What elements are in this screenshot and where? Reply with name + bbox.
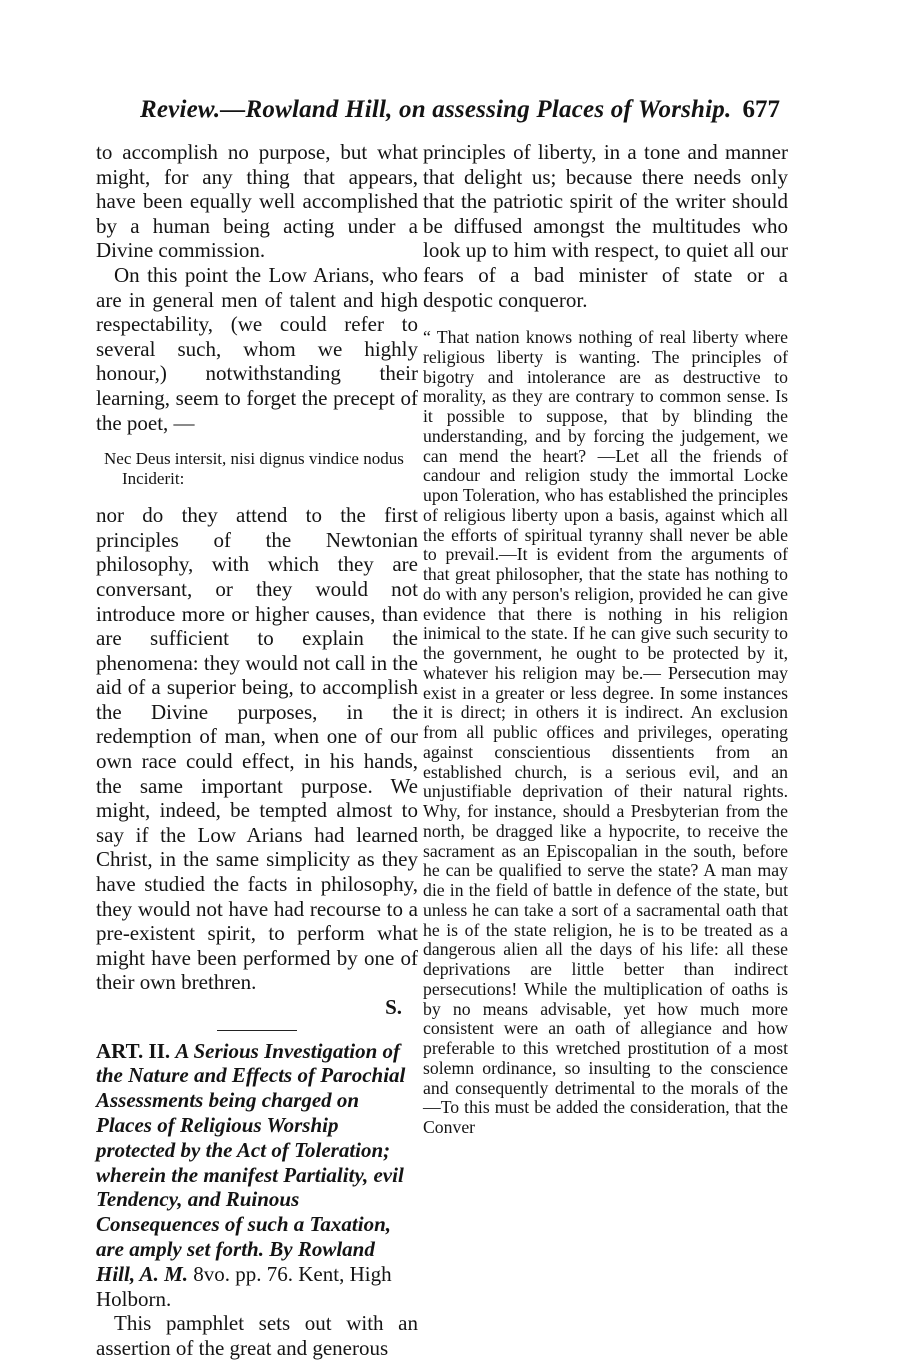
left-paragraph-2: On this point the Low Arians, who are in general men of talent and high respectability, (we could refer to several such, whom we highly honour,) notwithstanding their learning, seem to forget the precept of the poet, — <box>96 262 418 435</box>
running-head-title: Review.—Rowland Hill, on assessing Places of Worship. <box>140 96 732 123</box>
page-number: 677 <box>742 96 780 123</box>
article-details: 8vo. pp. 76. Kent, High Holborn. <box>96 1261 392 1311</box>
left-paragraph-1: to accomplish no purpose, but what might, for any thing that appears, have been equally well accomplished by a human being acting under a Divine commission. <box>96 140 418 263</box>
left-paragraph-3: nor do they attend to the first principles of the Newtonian philosophy, with which they are conversant, or they would not introduce more or higher causes, than are sufficient to explain the phenomena: they would not call in the aid of a superior being, to accomplish the Divine purposes, in the redemption of man, when one of our own race could effect, in his hands, the same important purpose. We might, indeed, be tempted almost to say if the Low Arians had learned Christ, in the same simplicity as they have studied the facts in philosophy, they would not have had recourse to a pre-existent spirit, to perform what might have been performed by one of their own brethren. <box>96 503 418 995</box>
right-column <box>423 140 788 1138</box>
running-head <box>140 96 780 136</box>
article-label: ART. II. <box>96 1038 171 1063</box>
verse-line-1: Nec Deus intersit, nisi dignus vindice nodus <box>104 449 404 469</box>
signature: S. <box>385 995 402 1019</box>
signature-line <box>96 995 418 1020</box>
section-divider <box>217 1030 297 1031</box>
article-title: A Serious Investigation of the Nature and Effects of Parochial Assessments being charged on Places of Religious Worship protected by the Act of Toleration; wherein the manifest Partiality, evil Tendency, and Ruinous Consequences of such a Taxation, are amply set forth. <box>96 1038 406 1261</box>
latin-quotation <box>104 449 418 489</box>
left-column <box>96 140 418 1361</box>
right-paragraph-1: principles of liberty, in a tone and manner that delight us; because there needs only that the patriotic spirit of the writer should be diffused amongst the multitudes who look up to him with respect, to quiet all our fears of a bad minister of state or a despotic conqueror. <box>423 140 788 312</box>
article-author: By Rowland Hill, A. M. <box>96 1236 375 1286</box>
block-quotation: “ That nation knows nothing of real liberty where religious liberty is wanting. The principles of bigotry and intolerance are as destructive to morality, as they are contrary to common sense. Is it possible to suppose, that by blinding the understanding, and by forcing the judgement, we can mend the heart? —Let all the friends of candour and religion study the immortal Locke upon Toleration, who has established the principles of religious liberty upon a basis, against which all the efforts of spiritual tyranny shall never be able to prevail.—It is evident from the arguments of that great philosopher, that the state has nothing to do with any person's religion, provided he can give evidence that there is nothing in his religion inimical to the state. If he can give such security to the government, he ought to be protected by it, whatever his religion may be.— Persecution may exist in a greater or less degree. In some instances it is direct; in others it is indirect. An exclusion from all public offices and privileges, operating against conscientious dissentients from an established church, is a serious evil, and an unjustifiable deprivation of their natural rights. Why, for instance, should a Presbyterian from the north, be dragged like a hypocrite, to receive the sacrament as an Episcopalian in the south, before he can be qualified to serve the state? A man may die in the field of battle in defence of the state, but unless he can take a sort of a sacramental oath that he is of the state religion, he is to be treated as a dangerous alien all the days of his life: all these deprivations are little better than indirect persecutions! While the multiplication of oaths is by no means advisable, yet how much more consistent were an oath of allegiance and how preferable to this wretched prostitution of a most solemn ordinance, so insulting to the conscience and consequently detrimental to the morals of the —To this must be added the consideration, that the Conver <box>423 327 788 1138</box>
left-paragraph-4: This pamphlet sets out with an assertion of the great and generous <box>96 1311 418 1360</box>
verse-line-2: Inciderit: <box>122 469 185 489</box>
article-heading <box>96 1039 418 1312</box>
